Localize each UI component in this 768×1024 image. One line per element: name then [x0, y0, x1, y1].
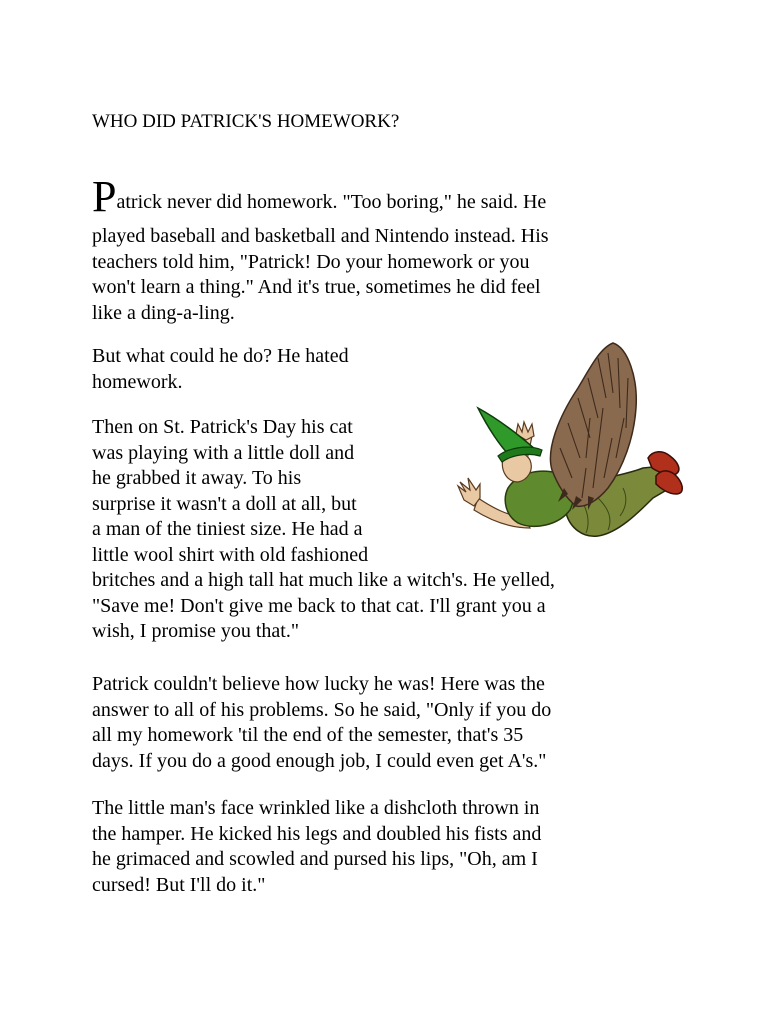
paragraph-4 [92, 672, 672, 774]
paragraph-1-line-3: teachers told him, "Patrick! Do your homework or you [92, 250, 530, 273]
paragraph-3-line-6: little wool shirt with old fashioned [92, 543, 369, 566]
paragraph-3-line-8: "Save me! Don't give me back to that cat. I'll grant you a [92, 594, 546, 617]
paragraph-1 [92, 172, 672, 326]
leprechaun-hand-left [458, 478, 480, 506]
paragraph-3-line-4: surprise it wasn't a doll at all, but [92, 492, 357, 515]
paragraph-4-line-3: all my homework 'til the end of the semester, that's 35 [92, 724, 524, 746]
paragraph-5-line-4: cursed! But I'll do it." [92, 873, 266, 896]
paragraph-3-line-3: he grabbed it away. To his [92, 467, 302, 489]
paragraph-1-line-4: won't learn a thing." And it's true, sometimes he did feel [92, 276, 541, 298]
paragraph-5-line-1: The little man's face wrinkled like a dishcloth thrown in [92, 797, 540, 819]
paragraph-4-line-1: Patrick couldn't believe how lucky he was! Here was the [92, 673, 545, 695]
paragraph-1-line-1: Patrick never did homework. "Too boring," he said. He [92, 172, 547, 221]
paragraph-3-line-9: wish, I promise you that." [92, 620, 300, 642]
paragraph-3-line-1: Then on St. Patrick's Day his cat [92, 416, 353, 438]
paragraph-3-line-7: britches and a high tall hat much like a witch's. He yelled, [92, 569, 555, 591]
paragraph-2-line-1: But what could he do? He hated [92, 345, 349, 367]
paragraph-4-line-2: answer to all of his problems. So he said, "Only if you do [92, 698, 552, 721]
paragraph-1-line-2: played baseball and basketball and Nintendo instead. His [92, 225, 549, 247]
paragraph-4-line-4: days. If you do a good enough job, I could even get A's." [92, 749, 547, 772]
paragraph-3-line-5: a man of the tiniest size. He had a [92, 518, 363, 540]
paragraph-5-line-3: he grimaced and scowled and pursed his lips, "Oh, am I [92, 848, 538, 870]
paragraph-1-line-5: like a ding-a-ling. [92, 301, 235, 324]
paragraph-5-line-2: the hamper. He kicked his legs and doubled his fists and [92, 822, 542, 845]
paragraph-5 [92, 796, 672, 898]
paragraph-3-line-2: was playing with a little doll and [92, 441, 355, 464]
story-title: WHO DID PATRICK'S HOMEWORK? [92, 111, 400, 132]
drop-cap: P [92, 172, 117, 221]
paragraph-2-line-2: homework. [92, 370, 183, 393]
leprechaun-and-cat-paw-illustration [448, 338, 688, 546]
